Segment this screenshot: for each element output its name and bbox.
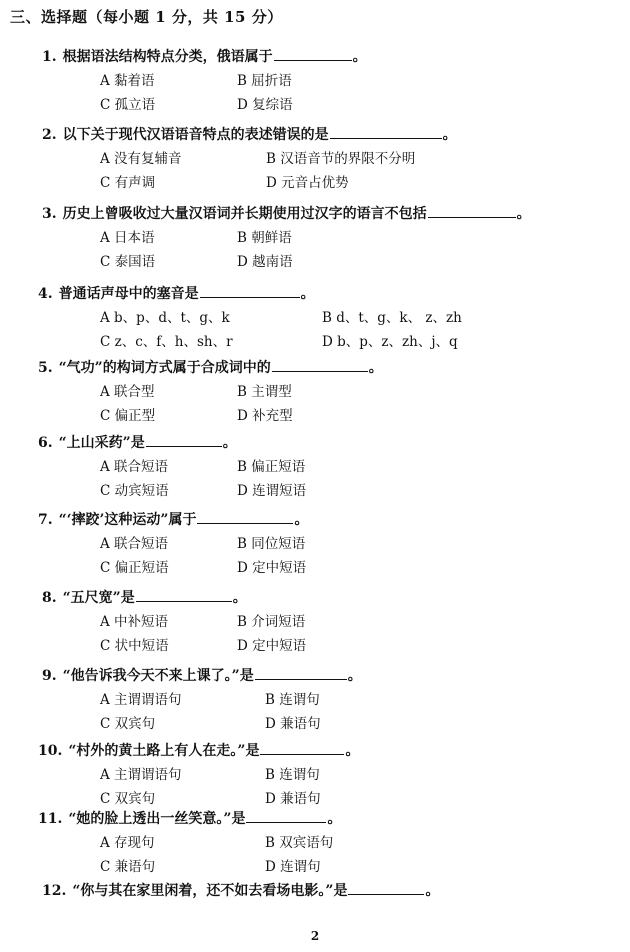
question-text: 根据语法结构特点分类，俄语属于	[62, 49, 273, 65]
option-c[interactable]: C 孤立语	[100, 97, 156, 113]
question-end-mark: 。	[352, 49, 367, 65]
question-stem	[42, 124, 457, 144]
question-end-mark: 。	[300, 286, 315, 302]
option-a[interactable]: A 中补短语	[100, 614, 169, 630]
option-b[interactable]: B 主谓型	[237, 384, 292, 400]
option-d[interactable]: D 补充型	[237, 408, 293, 424]
question-end-mark: 。	[222, 435, 237, 451]
option-b[interactable]: B 连谓句	[265, 692, 320, 708]
question-text: 以下关于现代汉语语音特点的表述错误的是	[62, 127, 329, 143]
question-number: 11.	[38, 811, 63, 827]
option-b[interactable]: B 屈折语	[237, 73, 292, 89]
option-a[interactable]: A 日本语	[100, 230, 155, 246]
option-a[interactable]: A 黏着语	[100, 73, 155, 89]
question-number: 10.	[38, 743, 63, 759]
question-end-mark: 。	[232, 590, 247, 606]
question-number: 12.	[42, 883, 67, 899]
question-end-mark: 。	[442, 127, 457, 143]
option-b[interactable]: B 同位短语	[237, 536, 306, 552]
answer-blank[interactable]	[330, 124, 442, 139]
option-b[interactable]: B 朝鲜语	[237, 230, 292, 246]
option-c[interactable]: C 双宾句	[100, 791, 156, 807]
option-d[interactable]: D 连谓句	[265, 859, 321, 875]
question-number: 1.	[42, 49, 57, 65]
option-c[interactable]: C 双宾句	[100, 716, 156, 732]
option-c[interactable]: C 状中短语	[100, 638, 169, 654]
option-d[interactable]: D 越南语	[237, 254, 293, 270]
question-text: “她的脸上透出一丝笑意。”是	[68, 811, 246, 827]
question-text: “气功”的构词方式属于合成词中的	[58, 360, 271, 376]
question-end-mark: 。	[425, 883, 440, 899]
question-number: 2.	[42, 127, 57, 143]
option-b[interactable]: B 介词短语	[237, 614, 306, 630]
answer-blank[interactable]	[136, 587, 232, 602]
option-d[interactable]: D 定中短语	[237, 560, 307, 576]
answer-blank[interactable]	[274, 46, 352, 61]
question-stem	[42, 46, 367, 66]
question-text: “上山采药”是	[58, 435, 145, 451]
option-b[interactable]: B 连谓句	[265, 767, 320, 783]
answer-blank[interactable]	[146, 432, 222, 447]
option-c[interactable]: C z、c、f、h、sh、r	[100, 334, 233, 350]
option-d[interactable]: D 元音占优势	[266, 175, 349, 191]
question-end-mark: 。	[516, 206, 531, 222]
option-b[interactable]: B d、t、g、k、 z、zh	[322, 310, 462, 326]
answer-blank[interactable]	[260, 740, 344, 755]
answer-blank[interactable]	[200, 283, 300, 298]
option-d[interactable]: D b、p、z、zh、j、q	[322, 334, 458, 350]
option-c[interactable]: C 偏正型	[100, 408, 156, 424]
option-c[interactable]: C 偏正短语	[100, 560, 169, 576]
question-stem	[38, 509, 308, 529]
option-d[interactable]: D 兼语句	[265, 791, 321, 807]
question-stem	[42, 665, 362, 685]
answer-blank[interactable]	[428, 203, 516, 218]
question-stem	[38, 283, 315, 303]
option-c[interactable]: C 动宾短语	[100, 483, 169, 499]
question-text: “村外的黄土路上有人在走。”是	[68, 743, 260, 759]
question-stem	[38, 808, 341, 828]
question-end-mark: 。	[294, 512, 309, 528]
option-c[interactable]: C 泰国语	[100, 254, 156, 270]
option-a[interactable]: A 联合短语	[100, 459, 169, 475]
question-stem	[38, 357, 383, 377]
option-a[interactable]: A 主谓谓语句	[100, 692, 182, 708]
question-number: 6.	[38, 435, 53, 451]
question-end-mark: 。	[345, 743, 360, 759]
question-number: 9.	[42, 668, 57, 684]
answer-blank[interactable]	[197, 509, 293, 524]
question-number: 5.	[38, 360, 53, 376]
option-a[interactable]: A 联合短语	[100, 536, 169, 552]
answer-blank[interactable]	[348, 880, 424, 895]
option-b[interactable]: B 偏正短语	[237, 459, 306, 475]
question-end-mark: 。	[368, 360, 383, 376]
question-text: 普通话声母中的塞音是	[58, 286, 199, 302]
question-text: 历史上曾吸收过大量汉语词并长期使用过汉字的语言不包括	[62, 206, 427, 222]
question-end-mark: 。	[347, 668, 362, 684]
option-a[interactable]: A 没有复辅音	[100, 151, 182, 167]
option-d[interactable]: D 定中短语	[237, 638, 307, 654]
question-number: 4.	[38, 286, 53, 302]
question-text: “五尺宽”是	[62, 590, 135, 606]
option-d[interactable]: D 连谓短语	[237, 483, 307, 499]
question-stem	[42, 587, 247, 607]
option-a[interactable]: A 存现句	[100, 835, 155, 851]
answer-blank[interactable]	[255, 665, 347, 680]
question-number: 7.	[38, 512, 53, 528]
question-stem	[38, 432, 237, 452]
question-stem	[42, 203, 531, 223]
question-number: 3.	[42, 206, 57, 222]
question-text: “他告诉我今天不来上课了。”是	[62, 668, 254, 684]
option-a[interactable]: A 联合型	[100, 384, 155, 400]
option-a[interactable]: A 主谓谓语句	[100, 767, 182, 783]
option-c[interactable]: C 有声调	[100, 175, 156, 191]
question-text: “‘摔跤’这种运动”属于	[58, 512, 197, 528]
question-stem	[38, 740, 359, 760]
option-b[interactable]: B 汉语音节的界限不分明	[266, 151, 416, 167]
page-number: 2	[310, 929, 320, 943]
option-b[interactable]: B 双宾语句	[265, 835, 334, 851]
question-stem	[42, 880, 439, 900]
option-d[interactable]: D 复综语	[237, 97, 293, 113]
question-text: “你与其在家里闲着，还不如去看场电影。”是	[72, 883, 348, 899]
option-c[interactable]: C 兼语句	[100, 859, 156, 875]
section-title: 三、选择题（每小题 1 分，共 15 分）	[10, 8, 283, 26]
question-end-mark: 。	[327, 811, 342, 827]
question-number: 8.	[42, 590, 57, 606]
answer-blank[interactable]	[246, 808, 326, 823]
answer-blank[interactable]	[272, 357, 368, 372]
option-d[interactable]: D 兼语句	[265, 716, 321, 732]
option-a[interactable]: A b、p、d、t、g、k	[100, 310, 230, 326]
